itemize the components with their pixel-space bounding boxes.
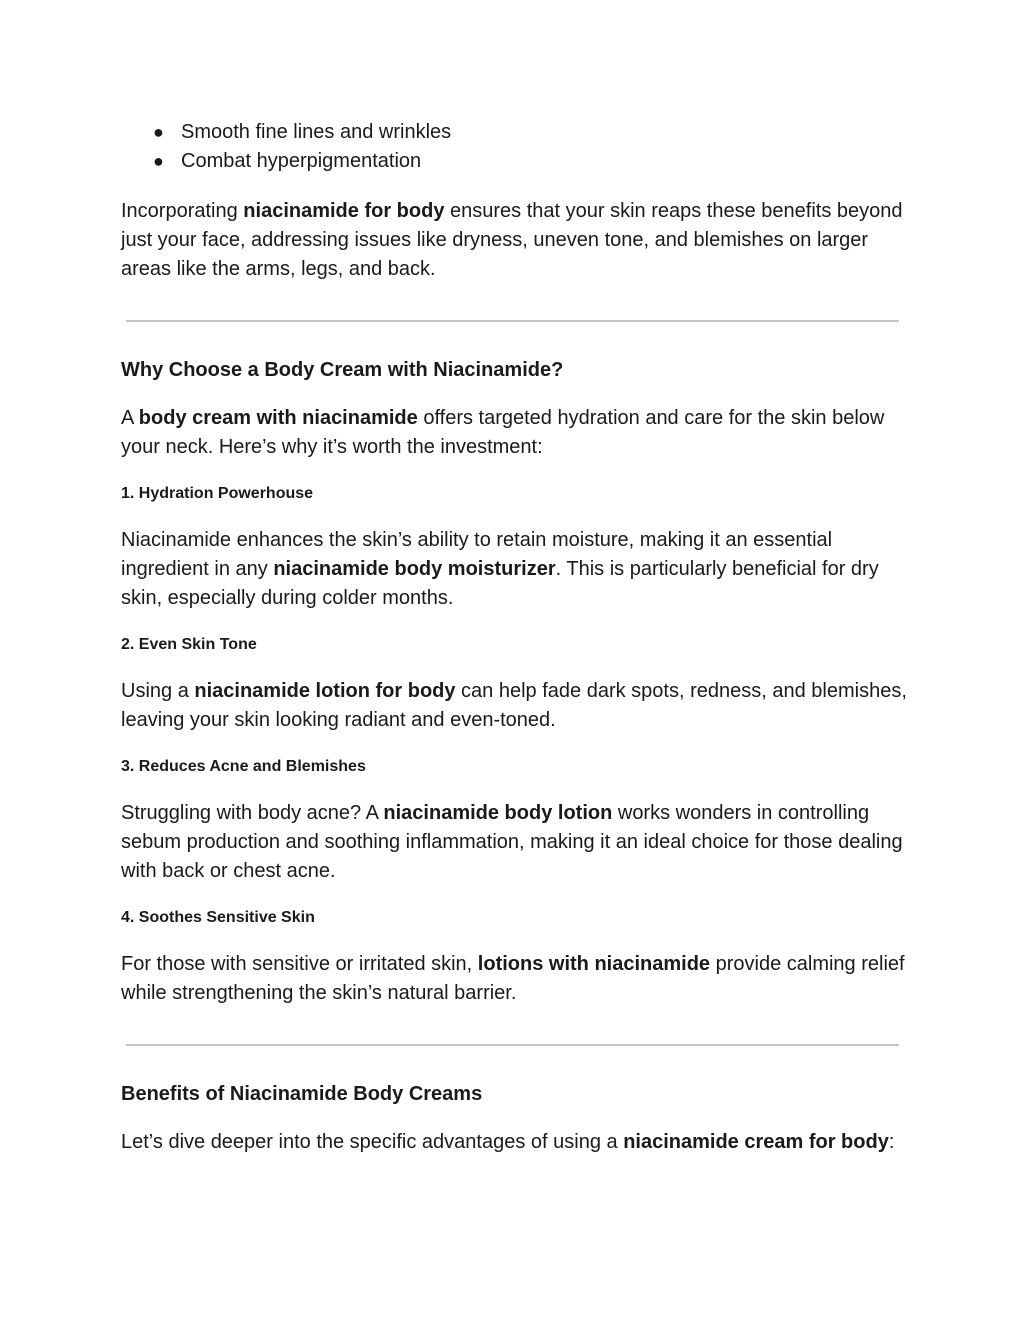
why-paragraph: A body cream with niacinamide offers targeted hydration and care for the skin below your neck. Here’s why it’s worth the investment: bbox=[121, 407, 885, 458]
benefit-list bbox=[153, 118, 853, 176]
bullet-icon: ● bbox=[153, 151, 164, 171]
sensitive-paragraph: For those with sensitive or irritated skin, lotions with niacinamide provide calming relief while strengthening the skin’s natural barrier. bbox=[121, 953, 905, 1004]
subheading-even-tone: 2. Even Skin Tone bbox=[121, 636, 257, 653]
subheading-sensitive: 4. Soothes Sensitive Skin bbox=[121, 909, 315, 926]
even-tone-paragraph: Using a niacinamide lotion for body can help fade dark spots, redness, and blemishes, leaving your skin looking radiant and even-toned. bbox=[121, 680, 907, 731]
hydration-paragraph: Niacinamide enhances the skin’s ability to retain moisture, making it an essential ingredient in any niacinamide body moisturizer. This is particularly beneficial for dry skin, especially during colder months. bbox=[121, 529, 879, 609]
subheading-hydration: 1. Hydration Powerhouse bbox=[121, 485, 314, 502]
intro-paragraph: Incorporating niacinamide for body ensures that your skin reaps these benefits beyond just your face, addressing issues like dryness, uneven tone, and blemishes on larger areas like the arms, legs, and back. bbox=[121, 200, 903, 280]
acne-paragraph: Struggling with body acne? A niacinamide body lotion works wonders in controlling sebum production and soothing inflammation, making it an ideal choice for those dealing with back or chest acne. bbox=[121, 802, 903, 882]
list-item: ● Smooth fine lines and wrinkles bbox=[153, 118, 853, 147]
section-divider bbox=[126, 1044, 899, 1046]
section-heading-why: Why Choose a Body Cream with Niacinamide? bbox=[121, 359, 564, 381]
bullet-icon: ● bbox=[153, 122, 164, 142]
benefits-paragraph: Let’s dive deeper into the specific advantages of using a niacinamide cream for body: bbox=[121, 1131, 895, 1153]
section-divider bbox=[126, 320, 899, 322]
section-heading-benefits: Benefits of Niacinamide Body Creams bbox=[121, 1083, 483, 1105]
list-item: ● Combat hyperpigmentation bbox=[153, 147, 853, 176]
subheading-acne: 3. Reduces Acne and Blemishes bbox=[121, 758, 366, 775]
